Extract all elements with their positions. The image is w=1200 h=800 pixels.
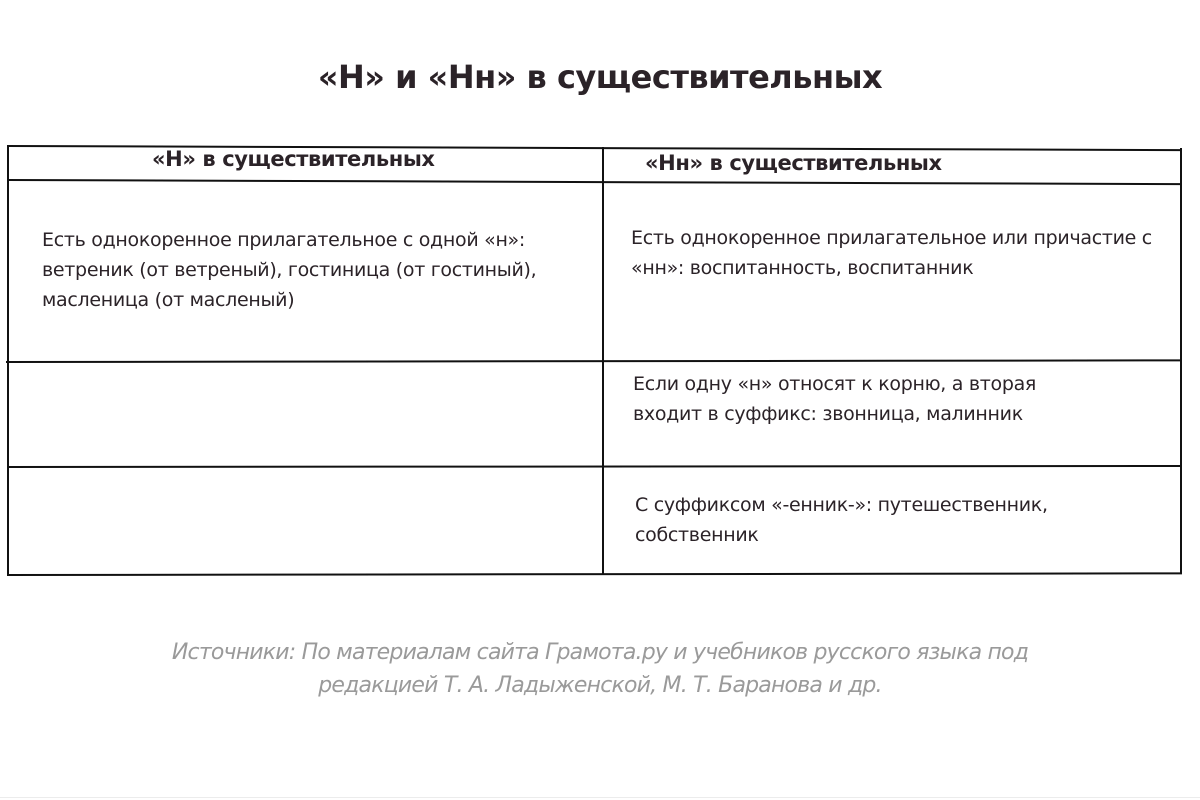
table-border-left — [7, 145, 9, 576]
sources-note — [0, 636, 1200, 702]
page-title: «Н» и «Нн» в существительных — [317, 58, 883, 96]
header-divider — [8, 179, 1182, 185]
sources-line-1: Источники: По материалам сайта Грамота.ру и учебников русского языка под — [171, 640, 1029, 665]
sources-line-2: редакцией Т. А. Ладыженской, М. Т. Баранова и др. — [318, 673, 882, 698]
row-divider-1 — [6, 359, 1182, 363]
table-cell-row1-right: Есть однокоренное прилагательное или причастие с «нн»: воспитанность, воспитанник — [631, 227, 1152, 279]
row-divider-2 — [8, 465, 1182, 468]
table-border-bottom — [8, 572, 1182, 576]
table-border-right — [1180, 148, 1182, 574]
column-header-nn: «Нн» в существительных — [645, 151, 942, 175]
column-header-n: «Н» в существительных — [152, 147, 435, 171]
table-cell-row1-left: Есть однокоренное прилагательное с одной «н»: ветреник (от ветреный), гостиница (от гостиный), масленица (от масленый) — [42, 229, 537, 311]
column-divider — [602, 147, 604, 574]
table-cell-row3-right: С суффиксом «-енник-»: путешественник, собственник — [635, 494, 1048, 546]
bottom-rule — [0, 797, 1200, 798]
table-cell-row2-right: Если одну «н» относят к корню, а вторая входит в суффикс: звонница, малинник — [633, 373, 1037, 425]
